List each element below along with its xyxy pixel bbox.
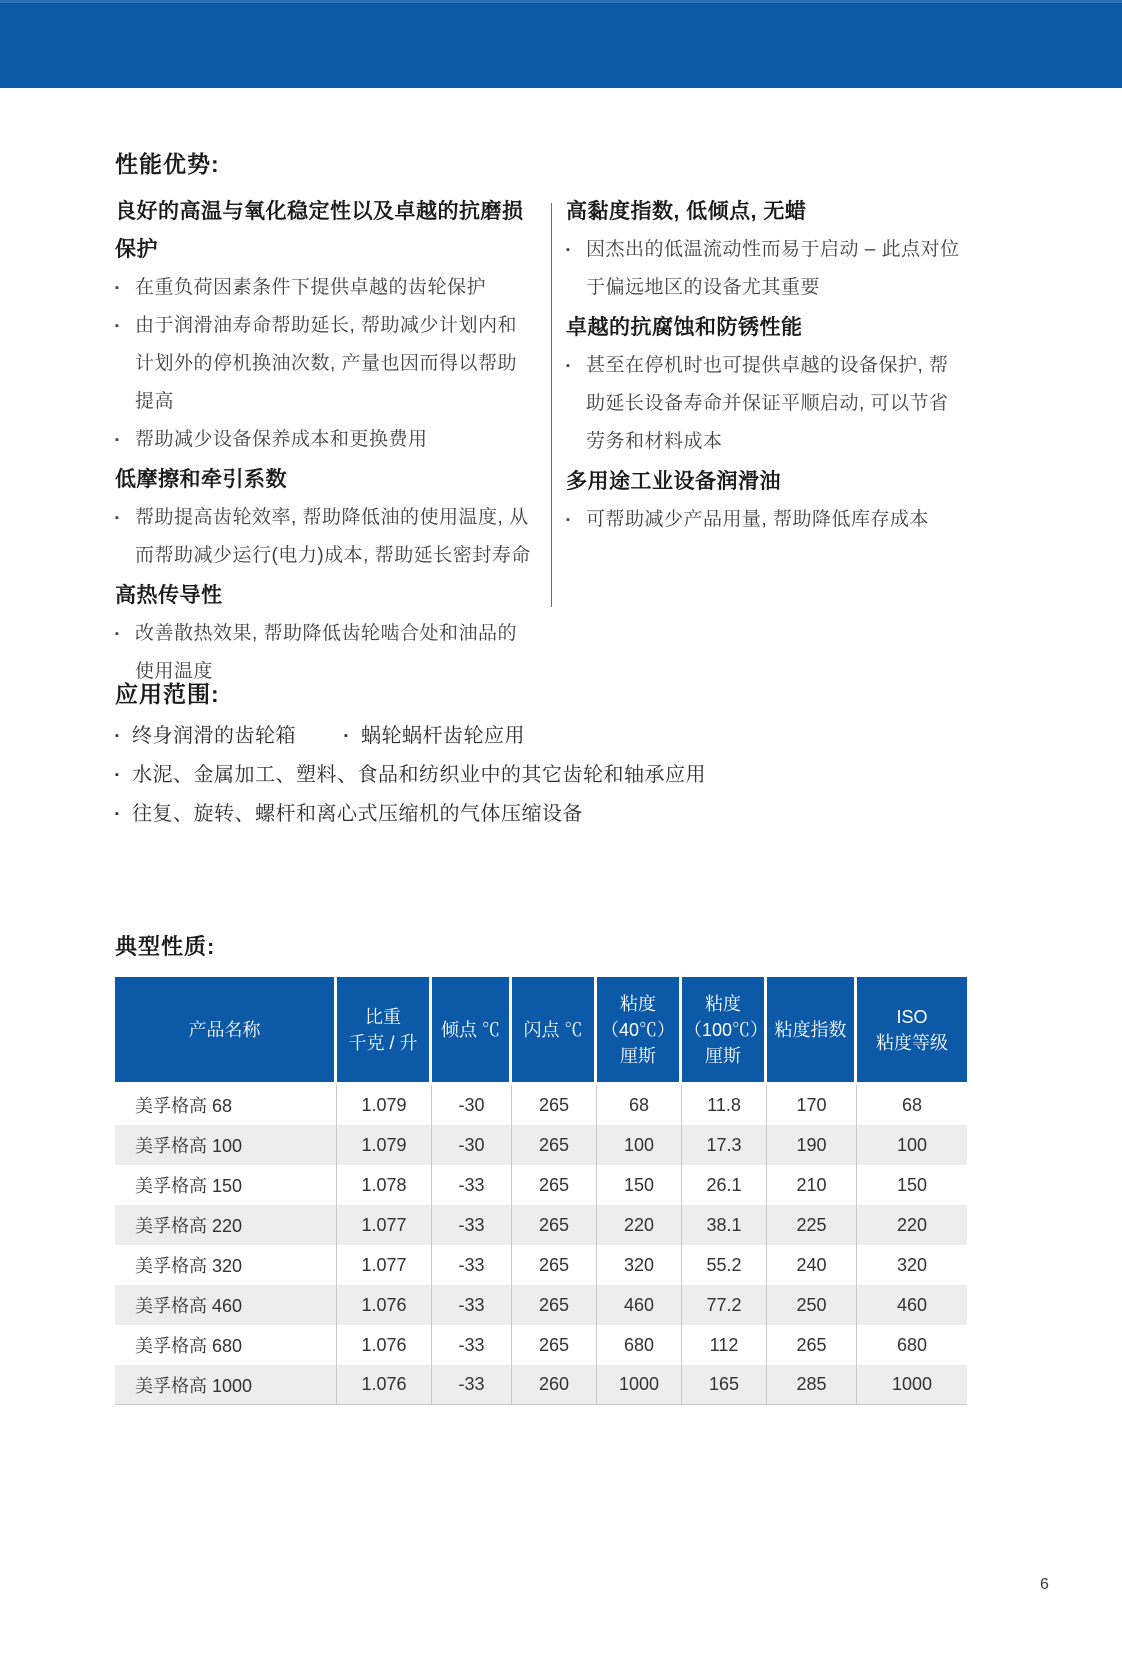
value-cell: 55.2 (682, 1245, 767, 1285)
perf-subheading: 良好的高温与氧化稳定性以及卓越的抗磨损保护 (115, 200, 524, 261)
bullet-text: 帮助减少设备保养成本和更换费用 (135, 429, 428, 450)
value-cell: -33 (432, 1325, 512, 1365)
performance-section (115, 146, 967, 691)
application-text: 水泥、金属加工、塑料、食品和纺织业中的其它齿轮和轴承应用 (132, 764, 706, 786)
bullet-text: 由于润滑油寿命帮助延长, 帮助减少计划内和计划外的停机换油次数, 产量也因而得以帮助提高 (135, 315, 518, 412)
value-cell: -30 (432, 1085, 512, 1125)
bullet-square-icon: ▪ (115, 808, 120, 820)
value-cell: -33 (432, 1285, 512, 1325)
top-banner (0, 0, 1122, 88)
value-cell: 100 (896, 1134, 928, 1155)
perf-subheading: 卓越的抗腐蚀和防锈性能 (566, 316, 803, 339)
value-cell: 265 (512, 1205, 597, 1245)
bullet-square-icon: ▪ (115, 769, 120, 781)
application-item (115, 756, 706, 795)
table-row (115, 1085, 967, 1125)
column-header: 倾点 ℃ (432, 977, 512, 1085)
value-cell: -33 (432, 1245, 512, 1285)
bullet-item (115, 421, 533, 459)
value-cell: 1.077 (337, 1205, 432, 1245)
value-cell: 285 (767, 1365, 857, 1405)
value-cell: 1.077 (337, 1245, 432, 1285)
product-name-cell: 美孚格高 220 (115, 1205, 337, 1245)
perf-subheading: 高黏度指数, 低倾点, 无蜡 (566, 200, 807, 223)
bullet-item (115, 499, 533, 575)
value-cell: 265 (512, 1285, 597, 1325)
value-cell: -30 (432, 1125, 512, 1165)
product-name-cell: 美孚格高 460 (115, 1285, 337, 1325)
application-line (115, 717, 967, 756)
value-cell: 320 (896, 1254, 928, 1275)
value-cell: 1.078 (337, 1165, 432, 1205)
value-cell: 1.076 (337, 1285, 432, 1325)
performance-right-column (566, 191, 967, 539)
value-cell: 210 (767, 1165, 857, 1205)
value-cell: 265 (512, 1325, 597, 1365)
value-cell: 1000 (857, 1365, 967, 1405)
product-name-cell: 美孚格高 1000 (115, 1365, 337, 1405)
bullet-text: 帮助提高齿轮效率, 帮助降低油的使用温度, 从而帮助减少运行(电力)成本, 帮助延长密封寿命 (135, 507, 531, 566)
column-header: 闪点 ℃ (512, 977, 597, 1085)
value-cell: 680 (597, 1325, 682, 1365)
value-cell: 220 (896, 1214, 928, 1235)
column-header: 比重 千克 / 升 (337, 977, 432, 1085)
product-name-cell: 美孚格高 320 (115, 1245, 337, 1285)
perf-subheading: 低摩擦和牵引系数 (115, 468, 287, 491)
value-cell: 190 (767, 1125, 857, 1165)
value-cell: 68 (597, 1085, 682, 1125)
value-cell: 26.1 (682, 1165, 767, 1205)
value-cell: 240 (767, 1245, 857, 1285)
value-cell: 170 (767, 1085, 857, 1125)
bullet-square-icon: ▪ (566, 244, 571, 256)
bullet-square-icon: ▪ (115, 730, 120, 742)
value-cell: 1.079 (337, 1085, 432, 1125)
bullet-text: 因杰出的低温流动性而易于启动 – 此点对位于偏远地区的设备尤其重要 (586, 239, 960, 298)
value-cell: 250 (767, 1285, 857, 1325)
bullet-square-icon: ▪ (566, 514, 571, 526)
application-item (115, 717, 296, 756)
bullet-square-icon: ▪ (115, 434, 120, 446)
page-number: 6 (1040, 1576, 1049, 1593)
value-cell: 680 (896, 1334, 928, 1355)
value-cell: 165 (682, 1365, 767, 1405)
column-header: 粘度 （100℃） 厘斯 (682, 977, 767, 1085)
perf-subheading: 高热传导性 (115, 584, 223, 607)
table-row (115, 1205, 967, 1245)
value-cell: -33 (432, 1365, 512, 1405)
table-row (115, 1245, 967, 1285)
value-cell: 68 (901, 1094, 923, 1115)
application-item (344, 717, 525, 756)
table-row (115, 1125, 967, 1165)
bullet-square-icon: ▪ (115, 512, 120, 524)
bullet-text: 在重负荷因素条件下提供卓越的齿轮保护 (135, 277, 487, 298)
table-row (115, 1325, 967, 1365)
performance-title: 性能优势: (115, 151, 220, 177)
value-cell: -33 (432, 1205, 512, 1245)
value-cell: 265 (767, 1325, 857, 1365)
value-cell: 100 (597, 1125, 682, 1165)
applications-title: 应用范围: (115, 681, 220, 707)
column-header: ISO 粘度等级 (857, 977, 967, 1085)
product-name-cell: 美孚格高 100 (115, 1125, 337, 1165)
value-cell: -33 (432, 1165, 512, 1205)
table-header-row (115, 977, 967, 1085)
value-cell: 11.8 (682, 1085, 767, 1125)
value-cell: 260 (512, 1365, 597, 1405)
bullet-item (115, 269, 533, 307)
bullet-text: 可帮助减少产品用量, 帮助降低库存成本 (586, 509, 930, 530)
value-cell: 38.1 (682, 1205, 767, 1245)
table-row (115, 1365, 967, 1405)
bullet-item (566, 347, 967, 461)
value-cell: 320 (597, 1245, 682, 1285)
bullet-item (115, 307, 533, 421)
bullet-square-icon: ▪ (566, 360, 571, 372)
product-name-cell: 美孚格高 150 (115, 1165, 337, 1205)
properties-section (115, 930, 967, 1405)
applications-list (115, 717, 967, 834)
product-name-cell: 美孚格高 680 (115, 1325, 337, 1365)
application-item (115, 795, 583, 834)
table-row (115, 1165, 967, 1205)
column-header: 粘度 （40℃） 厘斯 (597, 977, 682, 1085)
bullet-square-icon: ▪ (115, 282, 120, 294)
properties-title: 典型性质: (115, 934, 216, 959)
application-text: 往复、旋转、螺杆和离心式压缩机的气体压缩设备 (132, 803, 583, 825)
value-cell: 225 (767, 1205, 857, 1245)
properties-table (115, 977, 967, 1405)
perf-subheading: 多用途工业设备润滑油 (566, 470, 781, 493)
value-cell: 112 (682, 1325, 767, 1365)
value-cell: 1.076 (337, 1365, 432, 1405)
value-cell: 17.3 (682, 1125, 767, 1165)
value-cell: 150 (896, 1174, 928, 1195)
application-text: 终身润滑的齿轮箱 (132, 725, 296, 747)
column-header: 产品名称 (115, 977, 337, 1085)
value-cell: 150 (597, 1165, 682, 1205)
applications-section (115, 676, 967, 834)
value-cell: 265 (512, 1165, 597, 1205)
bullet-text: 改善散热效果, 帮助降低齿轮啮合处和油品的使用温度 (135, 623, 518, 682)
column-header: 粘度指数 (767, 977, 857, 1085)
bullet-square-icon: ▪ (115, 320, 120, 332)
bullet-square-icon: ▪ (344, 730, 349, 742)
value-cell: 220 (597, 1205, 682, 1245)
value-cell: 265 (512, 1085, 597, 1125)
value-cell: 265 (512, 1245, 597, 1285)
value-cell: 265 (512, 1125, 597, 1165)
column-divider (551, 203, 552, 607)
bullet-item (566, 231, 967, 307)
table-row (115, 1285, 967, 1325)
bullet-item (566, 501, 967, 539)
application-line (115, 795, 967, 834)
value-cell: 1000 (597, 1365, 682, 1405)
value-cell: 460 (597, 1285, 682, 1325)
product-name-cell: 美孚格高 68 (115, 1085, 337, 1125)
value-cell: 460 (896, 1294, 928, 1315)
value-cell: 1.076 (337, 1325, 432, 1365)
application-line (115, 756, 967, 795)
bullet-text: 甚至在停机时也可提供卓越的设备保护, 帮助延长设备寿命并保证平顺启动, 可以节省劳务和材料成本 (586, 355, 949, 452)
value-cell: 77.2 (682, 1285, 767, 1325)
value-cell: 1.079 (337, 1125, 432, 1165)
bullet-square-icon: ▪ (115, 628, 120, 640)
application-text: 蜗轮蜗杆齿轮应用 (361, 725, 525, 747)
performance-columns (115, 191, 967, 691)
performance-left-column (115, 191, 533, 691)
